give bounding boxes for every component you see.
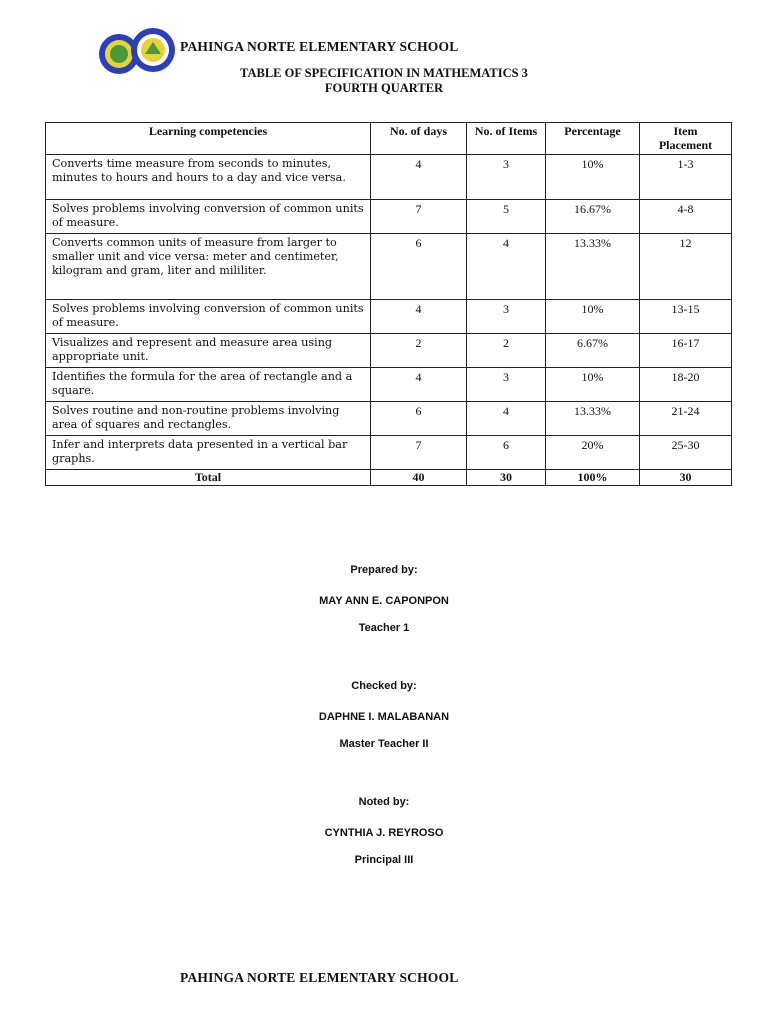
placement-cell: 21-24: [640, 402, 732, 436]
competency-cell: Solves problems involving conversion of common units of measure.: [46, 300, 371, 334]
items-cell: 2: [467, 334, 546, 368]
document-title: [0, 66, 768, 96]
competency-cell: Identifies the formula for the area of rectangle and a square.: [46, 368, 371, 402]
placement-cell: 16-17: [640, 334, 732, 368]
days-cell: 2: [371, 334, 467, 368]
competency-cell: Visualizes and represent and measure area using appropriate unit.: [46, 334, 371, 368]
days-cell: 6: [371, 234, 467, 300]
percentage-cell: 16.67%: [546, 200, 640, 234]
prepared-by-label: Prepared by:: [350, 564, 418, 576]
items-cell: 5: [467, 200, 546, 234]
days-cell: 7: [371, 200, 467, 234]
table-row: [46, 334, 732, 368]
footer-school-name: PAHINGA NORTE ELEMENTARY SCHOOL: [180, 970, 459, 985]
competency-cell: Converts common units of measure from larger to smaller unit and vice versa: meter and centimeter, kilogram and gram, liter and mililiter.: [46, 234, 371, 300]
items-cell: 3: [467, 300, 546, 334]
table-header-row: [46, 123, 732, 155]
items-cell: 4: [467, 402, 546, 436]
percentage-cell: 6.67%: [546, 334, 640, 368]
percentage-cell: 13.33%: [546, 402, 640, 436]
total-days: 40: [371, 470, 467, 486]
placement-cell: 18-20: [640, 368, 732, 402]
days-cell: 7: [371, 436, 467, 470]
competency-cell: Converts time measure from seconds to minutes, minutes to hours and hours to a day and vice versa.: [46, 155, 371, 200]
header-items: No. of Items: [467, 123, 546, 155]
competency-cell: Infer and interprets data presented in a vertical bar graphs.: [46, 436, 371, 470]
table-row: [46, 155, 732, 200]
specification-table: [45, 122, 732, 486]
checked-by-position: Master Teacher II: [339, 738, 429, 750]
title-line-2: FOURTH QUARTER: [324, 81, 444, 95]
placement-cell: 1-3: [640, 155, 732, 200]
header-percentage: Percentage: [546, 123, 640, 155]
days-cell: 4: [371, 155, 467, 200]
table-row: [46, 234, 732, 300]
items-cell: 4: [467, 234, 546, 300]
table-row: [46, 402, 732, 436]
percentage-cell: 10%: [546, 155, 640, 200]
percentage-cell: 20%: [546, 436, 640, 470]
placement-cell: 25-30: [640, 436, 732, 470]
percentage-cell: 10%: [546, 300, 640, 334]
checked-by-name: DAPHNE I. MALABANAN: [318, 711, 450, 723]
table-total-row: [46, 470, 732, 486]
placement-cell: 12: [640, 234, 732, 300]
noted-by-label: Noted by:: [358, 796, 410, 808]
header-placement: Item Placement: [640, 123, 732, 155]
items-cell: 3: [467, 368, 546, 402]
items-cell: 6: [467, 436, 546, 470]
days-cell: 4: [371, 300, 467, 334]
noted-by-name: CYNTHIA J. REYROSO: [324, 827, 444, 839]
competency-cell: Solves routine and non-routine problems involving area of squares and rectangles.: [46, 402, 371, 436]
total-percentage: 100%: [546, 470, 640, 486]
placement-cell: 4-8: [640, 200, 732, 234]
header-competencies: Learning competencies: [46, 123, 371, 155]
placement-cell: 13-15: [640, 300, 732, 334]
total-items: 30: [467, 470, 546, 486]
prepared-by-position: Teacher 1: [358, 622, 410, 634]
title-line-1: TABLE OF SPECIFICATION IN MATHEMATICS 3: [240, 66, 528, 80]
total-placement: 30: [640, 470, 732, 486]
noted-by-position: Principal III: [354, 854, 414, 866]
prepared-by-name: MAY ANN E. CAPONPON: [319, 595, 449, 607]
header-days: No. of days: [371, 123, 467, 155]
table-row: [46, 300, 732, 334]
total-label: Total: [46, 470, 371, 486]
table-row: [46, 200, 732, 234]
competency-cell: Solves problems involving conversion of common units of measure.: [46, 200, 371, 234]
days-cell: 4: [371, 368, 467, 402]
table-row: [46, 436, 732, 470]
percentage-cell: 13.33%: [546, 234, 640, 300]
items-cell: 3: [467, 155, 546, 200]
school-name: PAHINGA NORTE ELEMENTARY SCHOOL: [180, 39, 459, 54]
table-row: [46, 368, 732, 402]
days-cell: 6: [371, 402, 467, 436]
checked-by-label: Checked by:: [351, 680, 417, 692]
percentage-cell: 10%: [546, 368, 640, 402]
